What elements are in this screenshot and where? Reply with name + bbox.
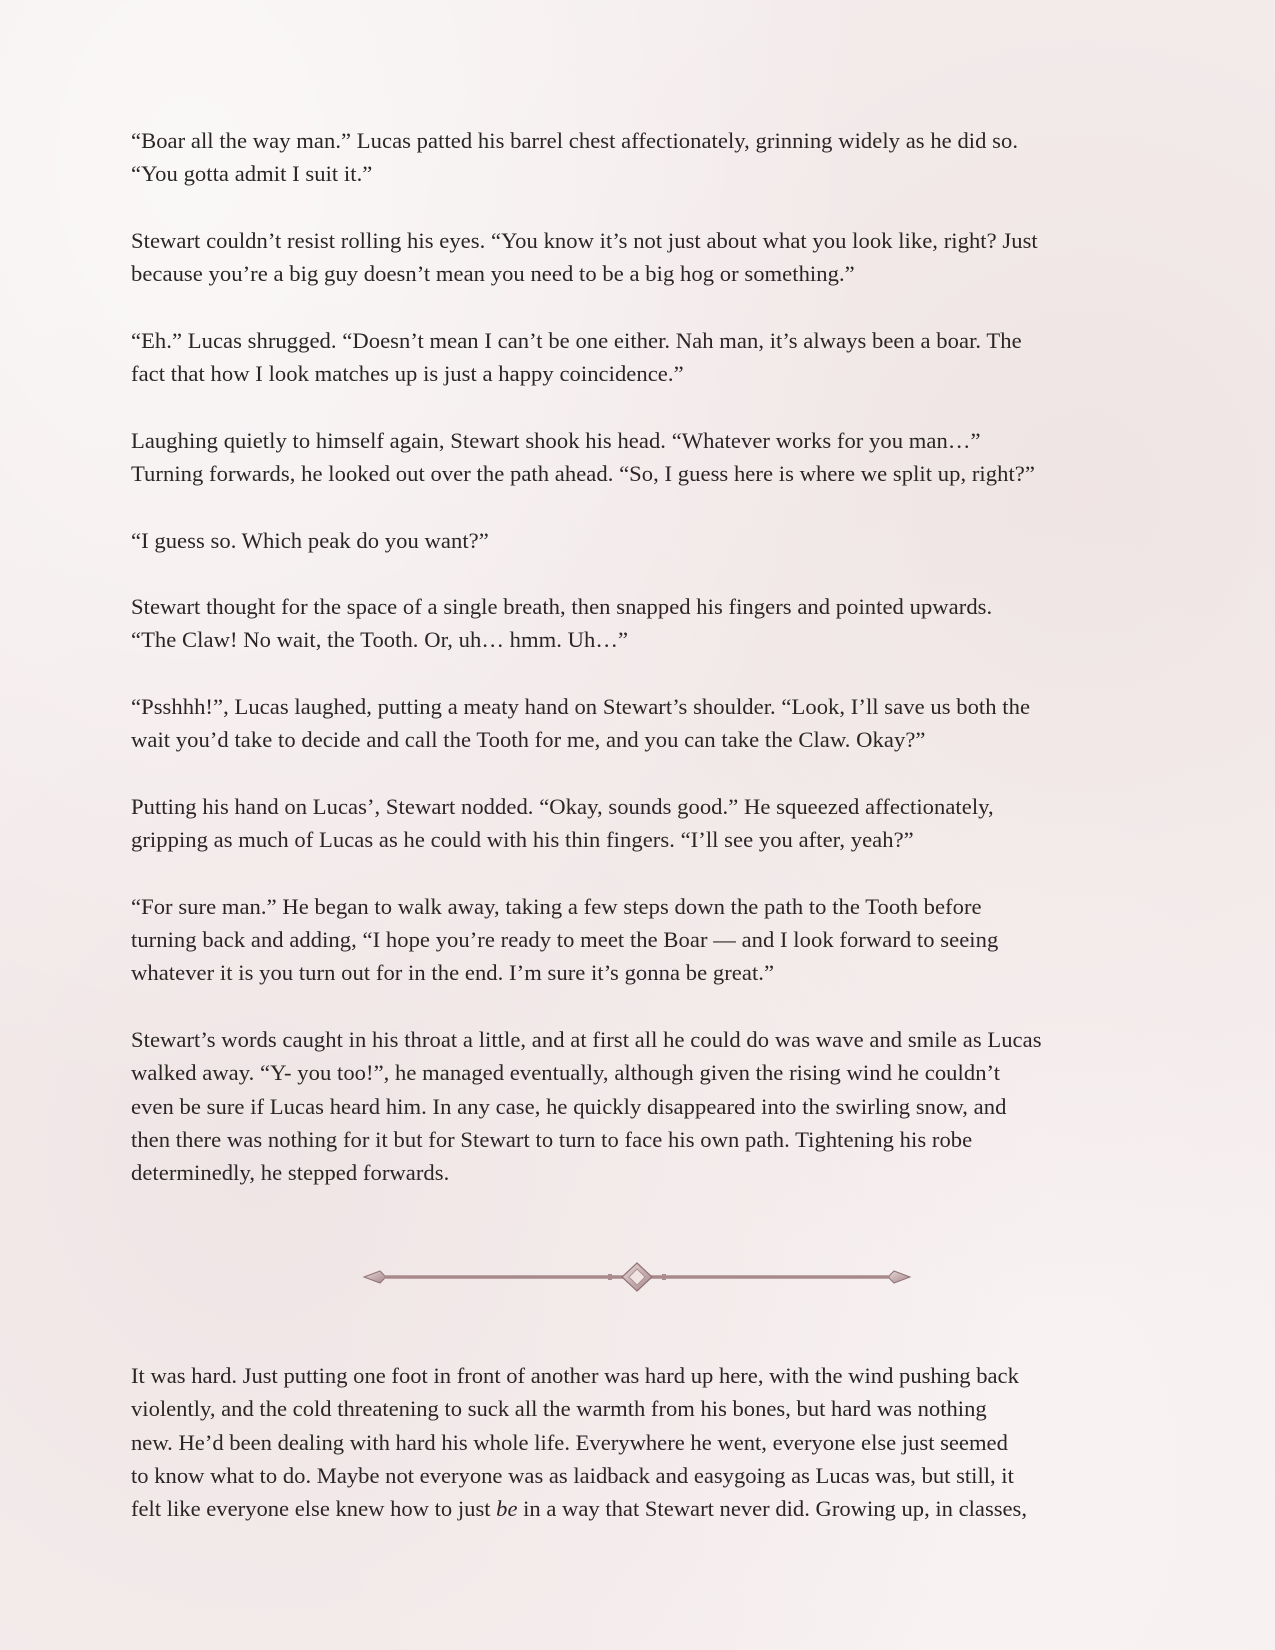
paragraph: [131, 690, 1141, 757]
text-line: “Psshhh!”, Lucas laughed, putting a meaty hand on Stewart’s shoulder. “Look, I’ll save us both the: [131, 694, 1031, 720]
text-line: wait you’d take to decide and call the Tooth for me, and you can take the Claw. Okay?”: [131, 727, 926, 753]
paragraph: [131, 790, 1141, 857]
text-line: Stewart couldn’t resist rolling his eyes. “You know it’s not just about what you look like, right? Just: [131, 227, 1038, 253]
emphasis-text: be: [496, 1496, 518, 1522]
paragraph: [131, 1359, 1141, 1525]
text-line: Stewart’s words caught in his throat a little, and at first all he could do was wave and smile as Lucas: [131, 1027, 1042, 1053]
text-line: “You gotta admit I suit it.”: [131, 161, 373, 187]
story-page-body: [131, 124, 1141, 1223]
text-fragment: in a way that Stewart never did. Growing up, in classes,: [517, 1496, 1027, 1522]
paragraph: [131, 124, 1141, 191]
text-line: Putting his hand on Lucas’, Stewart nodded. “Okay, sounds good.” He squeezed affectionately,: [131, 793, 994, 819]
text-line: Stewart thought for the space of a single breath, then snapped his fingers and pointed upwards.: [131, 594, 993, 620]
text-line: “Boar all the way man.” Lucas patted his barrel chest affectionately, grinning widely as he did so.: [131, 128, 1019, 153]
paragraph: [131, 1023, 1141, 1189]
paragraph: [131, 424, 1141, 491]
text-line: walked away. “Y- you too!”, he managed eventually, although given the rising wind he couldn’t: [131, 1060, 1001, 1086]
text-fragment: felt like everyone else knew how to just: [131, 1496, 497, 1522]
text-line: “Eh.” Lucas shrugged. “Doesn’t mean I can’t be one either. Nah man, it’s always been a boar. The: [131, 327, 1022, 353]
text-line: violently, and the cold threatening to suck all the warmth from his bones, but hard was nothing: [131, 1396, 987, 1422]
paragraph: [131, 324, 1141, 391]
text-line: “The Claw! No wait, the Tooth. Or, uh… hmm. Uh…”: [131, 627, 629, 653]
text-line: even be sure if Lucas heard him. In any case, he quickly disappeared into the swirling snow, and: [131, 1093, 1007, 1119]
paragraph: [131, 890, 1141, 990]
text-line: turning back and adding, “I hope you’re ready to meet the Boar — and I look forward to seeing: [131, 927, 999, 953]
text-line: “I guess so. Which peak do you want?”: [131, 527, 489, 553]
text-line: because you’re a big guy doesn’t mean you need to be a big hog or something.”: [131, 261, 855, 287]
text-line: fact that how I look matches up is just a happy coincidence.”: [131, 361, 684, 387]
text-line: new. He’d been dealing with hard his whole life. Everywhere he went, everyone else just seemed: [131, 1429, 1008, 1455]
text-line: gripping as much of Lucas as he could with his thin fingers. “I’ll see you after, yeah?”: [131, 827, 914, 853]
text-line: determinedly, he stepped forwards.: [131, 1160, 450, 1186]
text-line: Turning forwards, he looked out over the path ahead. “So, I guess here is where we split up, right?”: [131, 460, 1035, 486]
paragraph: [131, 590, 1141, 657]
text-line: whatever it is you turn out for in the end. I’m sure it’s gonna be great.”: [131, 960, 775, 986]
paragraph: [131, 224, 1141, 291]
text-line-with-emphasis: [131, 1492, 1141, 1525]
text-line: to know what to do. Maybe not everyone was as laidback and easygoing as Lucas was, but still, it: [131, 1462, 1014, 1488]
ornamental-divider-icon: [362, 1262, 912, 1292]
text-line: It was hard. Just putting one foot in front of another was hard up here, with the wind pushing back: [131, 1363, 1019, 1388]
text-line: then there was nothing for it but for Stewart to turn to face his own path. Tightening his robe: [131, 1126, 973, 1152]
text-line: “For sure man.” He began to walk away, taking a few steps down the path to the Tooth before: [131, 893, 982, 919]
text-line: Laughing quietly to himself again, Stewart shook his head. “Whatever works for you man…”: [131, 427, 981, 453]
paragraph: [131, 524, 1141, 557]
